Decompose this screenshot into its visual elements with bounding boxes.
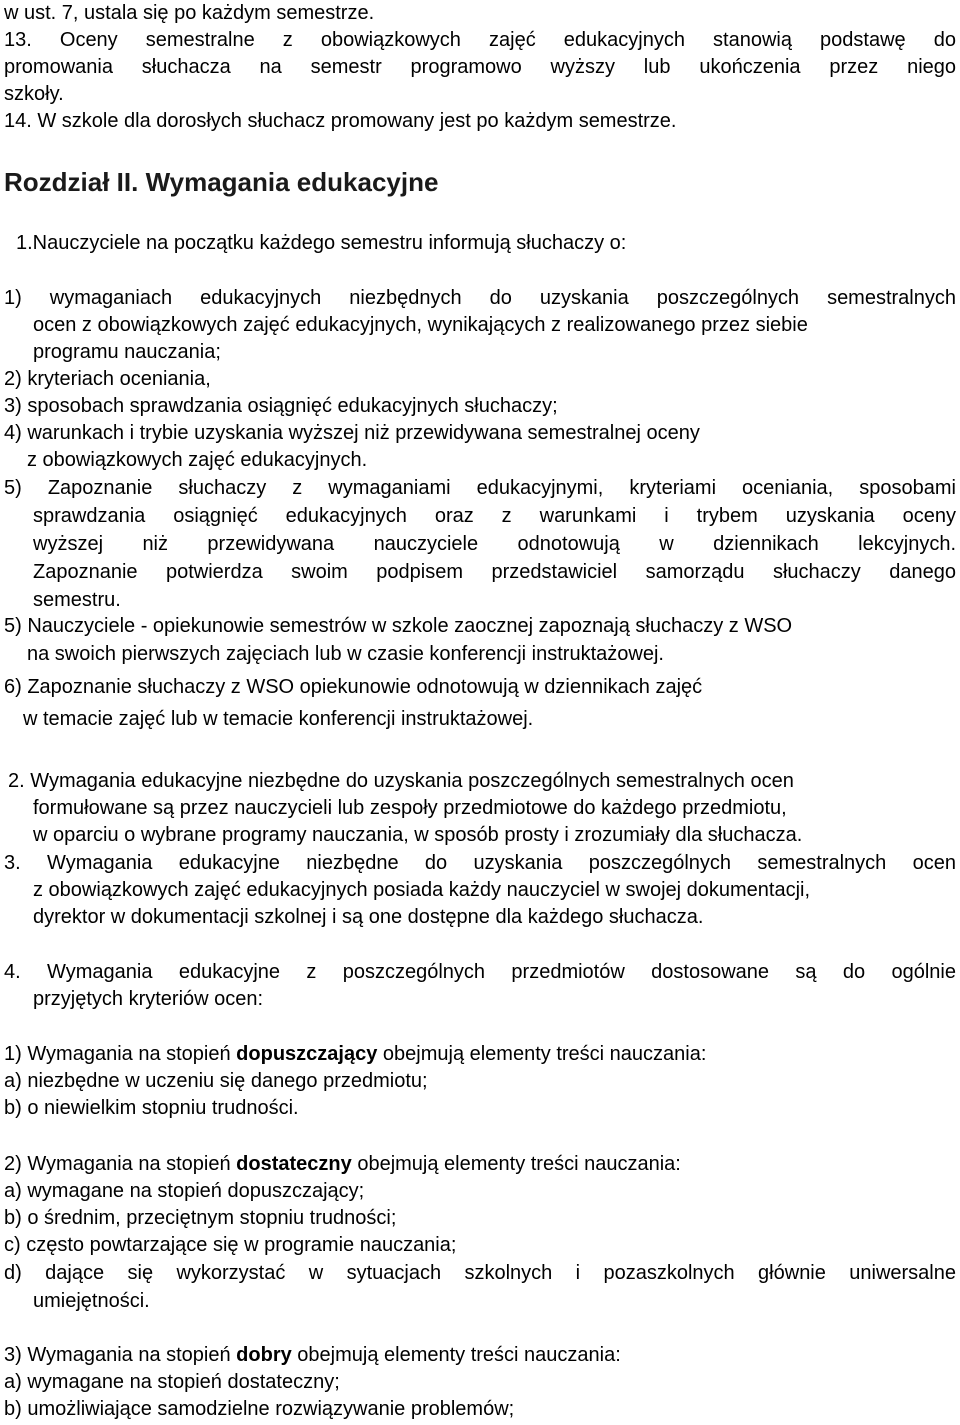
paragraph-continuation: formułowane są przez nauczycieli lub zespoły przedmiotowe do każdego przedmiotu, xyxy=(33,797,787,819)
list-item: 5) Zapoznanie słuchaczy z wymaganiami edukacyjnymi, kryteriami oceniania, sposobami xyxy=(4,477,956,499)
grade-requirement-heading xyxy=(4,1151,681,1178)
list-item-continuation: umiejętności. xyxy=(33,1290,150,1312)
text-span: 1) Wymagania na stopień xyxy=(4,1043,237,1065)
grade-name: dopuszczający xyxy=(236,1043,378,1065)
list-item: 3) sposobach sprawdzania osiągnięć edukacyjnych słuchaczy; xyxy=(4,395,558,417)
list-item: a) wymagane na stopień dopuszczający; xyxy=(4,1180,365,1202)
paragraph-continuation: z obowiązkowych zajęć edukacyjnych posiada każdy nauczyciel w swojej dokumentacji, xyxy=(33,879,811,901)
list-item-continuation: programu nauczania; xyxy=(33,341,221,363)
text-span: obejmują elementy treści nauczania: xyxy=(377,1043,707,1065)
paragraph-continuation: przyjętych kryteriów ocen: xyxy=(33,988,264,1010)
list-item-continuation: w temacie zajęć lub w temacie konferencji instruktażowej. xyxy=(23,708,534,730)
text-line: 14. W szkole dla dorosłych słuchacz promowany jest po każdym semestrze. xyxy=(4,110,677,132)
list-item-continuation: Zapoznanie potwierdza swoim podpisem przedstawiciel samorządu słuchaczy danego xyxy=(33,561,956,583)
paragraph-continuation: dyrektor w dokumentacji szkolnej i są one dostępne dla każdego słuchacza. xyxy=(33,906,704,928)
list-item: d) dające się wykorzystać w sytuacjach szkolnych i pozaszkolnych głównie uniwersalne xyxy=(4,1262,956,1284)
list-item-continuation: z obowiązkowych zajęć edukacyjnych. xyxy=(27,449,368,471)
numbered-paragraph: 2. Wymagania edukacyjne niezbędne do uzyskania poszczególnych semestralnych ocen xyxy=(8,770,794,792)
text-span: obejmują elementy treści nauczania: xyxy=(351,1153,681,1175)
grade-name: dobry xyxy=(236,1344,292,1366)
text-line: 13. Oceny semestralne z obowiązkowych zajęć edukacyjnych stanowią podstawę do xyxy=(4,29,956,51)
text-line: w ust. 7, ustala się po każdym semestrze. xyxy=(4,2,375,24)
list-item-continuation: ocen z obowiązkowych zajęć edukacyjnych, wynikających z realizowanego przez siebie xyxy=(33,314,808,336)
numbered-paragraph: 3. Wymagania edukacyjne niezbędne do uzyskania poszczególnych semestralnych ocen xyxy=(4,852,956,874)
section-heading: Rozdział II. Wymagania edukacyjne xyxy=(4,167,439,197)
numbered-paragraph: 4. Wymagania edukacyjne z poszczególnych przedmiotów dostosowane są do ogólnie xyxy=(4,961,956,983)
list-item: 5) Nauczyciele - opiekunowie semestrów w szkole zaocznej zapoznają słuchaczy z WSO xyxy=(4,615,793,637)
paragraph-continuation: w oparciu o wybrane programy nauczania, w sposób prosty i zrozumiały dla słuchacza. xyxy=(33,824,803,846)
list-item: b) o niewielkim stopniu trudności. xyxy=(4,1097,299,1119)
list-item-continuation: na swoich pierwszych zajęciach lub w czasie konferencji instruktażowej. xyxy=(27,643,664,665)
list-item: a) wymagane na stopień dostateczny; xyxy=(4,1371,340,1393)
list-item-continuation: wyższej niż przewidywana nauczyciele odnotowują w dziennikach lekcyjnych. xyxy=(33,533,956,555)
grade-name: dostateczny xyxy=(236,1153,352,1175)
list-item: a) niezbędne w uczeniu się danego przedmiotu; xyxy=(4,1070,428,1092)
grade-requirement-heading xyxy=(4,1342,621,1369)
text-span: 3) Wymagania na stopień xyxy=(4,1344,237,1366)
list-item: 1) wymaganiach edukacyjnych niezbędnych do uzyskania poszczególnych semestralnych xyxy=(4,287,956,309)
list-item-continuation: semestru. xyxy=(33,589,121,611)
list-item: b) o średnim, przeciętnym stopniu trudności; xyxy=(4,1207,397,1229)
list-item: 2) kryteriach oceniania, xyxy=(4,368,211,390)
list-item: b) umożliwiające samodzielne rozwiązywanie problemów; xyxy=(4,1398,515,1420)
text-line: 1.Nauczyciele na początku każdego semestru informują słuchaczy o: xyxy=(16,232,627,254)
list-item: 6) Zapoznanie słuchaczy z WSO opiekunowie odnotowują w dziennikach zajęć xyxy=(4,676,703,698)
list-item: c) często powtarzające się w programie nauczania; xyxy=(4,1234,457,1256)
text-line: promowania słuchacza na semestr programowo wyższy lub ukończenia przez niego xyxy=(4,56,956,78)
list-item: 4) warunkach i trybie uzyskania wyższej niż przewidywana semestralnej oceny xyxy=(4,422,700,444)
grade-requirement-heading xyxy=(4,1041,706,1068)
text-span: 2) Wymagania na stopień xyxy=(4,1153,237,1175)
list-item-continuation: sprawdzania osiągnięć edukacyjnych oraz z warunkami i trybem uzyskania oceny xyxy=(33,505,956,527)
text-line: szkoły. xyxy=(4,83,64,105)
text-span: obejmują elementy treści nauczania: xyxy=(291,1344,621,1366)
